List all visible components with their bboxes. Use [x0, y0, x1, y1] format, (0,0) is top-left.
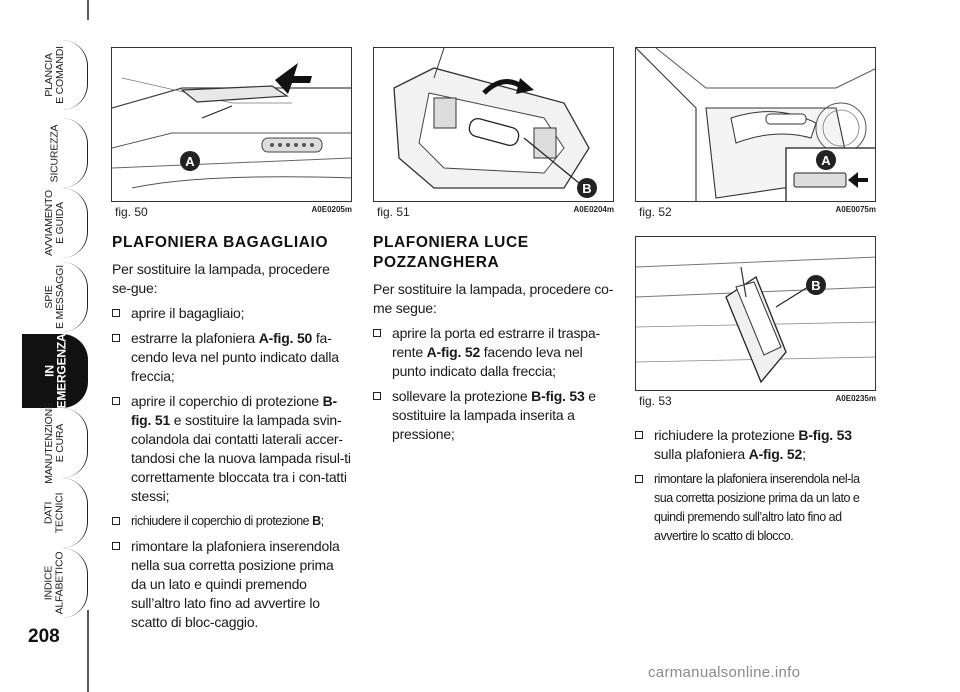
figure-reference: A-fig. 52 — [426, 344, 481, 360]
steps-list — [373, 324, 614, 444]
list-item — [373, 324, 614, 381]
figure-53-code: A0E0235m — [835, 394, 876, 403]
section-heading: PLAFONIERA BAGAGLIAIO — [112, 234, 329, 251]
step-text: richiudere il coperchio di protezione — [131, 514, 313, 528]
figure-52-code: A0E0075m — [835, 205, 876, 214]
list-item — [635, 470, 876, 546]
callout-label: A — [821, 153, 831, 168]
figure-reference: A-fig. 50 — [258, 330, 313, 346]
steps-list — [635, 426, 876, 546]
checkbox-bullet-icon — [635, 431, 643, 439]
step-text: ; — [320, 514, 324, 528]
figure-reference: B-fig. 53 — [798, 427, 852, 443]
figure-53-drawing — [636, 237, 876, 391]
callout-label: B — [582, 181, 592, 196]
figure-50-code: A0E0205m — [311, 205, 352, 214]
step-text: richiudere la protezione — [654, 427, 799, 443]
callout-label: A — [185, 154, 195, 169]
figure-51-number: fig. 51 — [377, 205, 410, 219]
checkbox-bullet-icon — [373, 392, 381, 400]
list-item — [112, 329, 352, 386]
figure-51-code: A0E0204m — [573, 205, 614, 214]
intro-text: Per sostituire la lampada, procedere se-gue: — [112, 261, 330, 296]
figure-53-caption — [639, 394, 876, 408]
step-text: facendo leva nel punto indicato dalla freccia; — [392, 344, 583, 379]
tab-sicurezza[interactable]: SICUREZZA — [22, 118, 88, 188]
figure-52-number: fig. 52 — [639, 205, 672, 219]
list-item — [112, 512, 352, 531]
checkbox-bullet-icon — [112, 517, 120, 525]
watermark-link[interactable]: carmanualsonline.info — [648, 664, 801, 681]
list-item — [112, 304, 352, 323]
figure-53 — [635, 236, 876, 391]
figure-52-drawing — [636, 48, 876, 202]
checkbox-bullet-icon — [635, 475, 643, 483]
checkbox-bullet-icon — [112, 334, 120, 342]
list-item — [635, 426, 876, 464]
figure-reference: B-fig. 53 — [531, 388, 585, 404]
list-item — [373, 387, 614, 444]
column-continuation — [635, 426, 876, 552]
step-text: aprire il coperchio di protezione — [131, 393, 323, 409]
list-item — [112, 537, 352, 632]
callout-label: B — [811, 278, 821, 293]
figure-50-drawing — [112, 48, 352, 202]
figure-51-caption — [377, 205, 614, 219]
figure-50-number: fig. 50 — [115, 205, 148, 219]
checkbox-bullet-icon — [112, 397, 120, 405]
step-text: estrarre la plafoniera — [131, 330, 259, 346]
tab-dati-tecnici[interactable]: DATI TECNICI — [22, 478, 88, 548]
figure-52-caption — [639, 205, 876, 219]
step-text: aprire la porta ed estrarre il traspa-rente — [392, 325, 600, 360]
figure-51-drawing — [374, 48, 614, 202]
tab-plancia-e-comandi[interactable]: PLANCIA E COMANDI — [22, 40, 88, 110]
tab-spie-e-messaggi[interactable]: SPIE E MESSAGGI — [22, 262, 88, 332]
tab-indice-alfabetico[interactable]: INDICE ALFABETICO — [22, 548, 88, 618]
tab-in-emergenza[interactable]: IN EMERGENZA — [22, 334, 88, 408]
checkbox-bullet-icon — [112, 309, 120, 317]
section-sidebar — [0, 0, 92, 692]
steps-list — [112, 304, 352, 632]
figure-50 — [111, 47, 352, 202]
list-item — [112, 392, 352, 506]
tab-manutenzione-e-cura[interactable]: MANUTENZIONE E CURA — [22, 408, 88, 478]
step-text: aprire il bagagliaio; — [131, 305, 245, 321]
step-text: ; — [802, 446, 806, 462]
section-heading: PLAFONIERA LUCE POZZANGHERA — [373, 234, 529, 271]
figure-reference: B-fig. 51 — [131, 393, 338, 428]
step-text: fa-cendo leva nel punto indicato dalla freccia; — [131, 330, 339, 384]
figure-50-caption — [115, 205, 352, 219]
figure-51 — [373, 47, 614, 202]
page-number: 208 — [28, 626, 60, 647]
checkbox-bullet-icon — [373, 329, 381, 337]
step-text: e sostituire la lampada inserita a pressione; — [392, 388, 596, 442]
column-plafoniera-bagagliaio — [112, 233, 352, 638]
intro-text: Per sostituire la lampada, procedere co-me segue: — [373, 281, 614, 316]
figure-52 — [635, 47, 876, 202]
figure-reference: A-fig. 52 — [748, 446, 803, 462]
checkbox-bullet-icon — [112, 542, 120, 550]
figure-reference: B — [312, 514, 321, 528]
figure-53-number: fig. 53 — [639, 394, 672, 408]
step-text: rimontare la plafoniera inserendola nel-la sua corretta posizione prima da un lato e quindi premendo sull’altro lato fino ad avvertire lo scatto di blocco. — [654, 472, 860, 543]
step-text: e sostituire la lampada svin-colandola dai contatti laterali accer-tandosi che la nuova lampada risul-ti correttamente bloccata tra i con-tatti stessi; — [131, 412, 351, 504]
step-text: rimontare la plafoniera inserendola nella sua corretta posizione prima da un lato e quindi premendo sull’altro lato fino ad avvertire lo scatto di bloc-caggio. — [131, 538, 340, 630]
step-text: sollevare la protezione — [392, 388, 532, 404]
step-text: sulla plafoniera — [654, 446, 749, 462]
tab-avviamento-e-guida[interactable]: AVVIAMENTO E GUIDA — [22, 188, 88, 258]
column-plafoniera-luce-pozzanghera — [373, 233, 614, 450]
